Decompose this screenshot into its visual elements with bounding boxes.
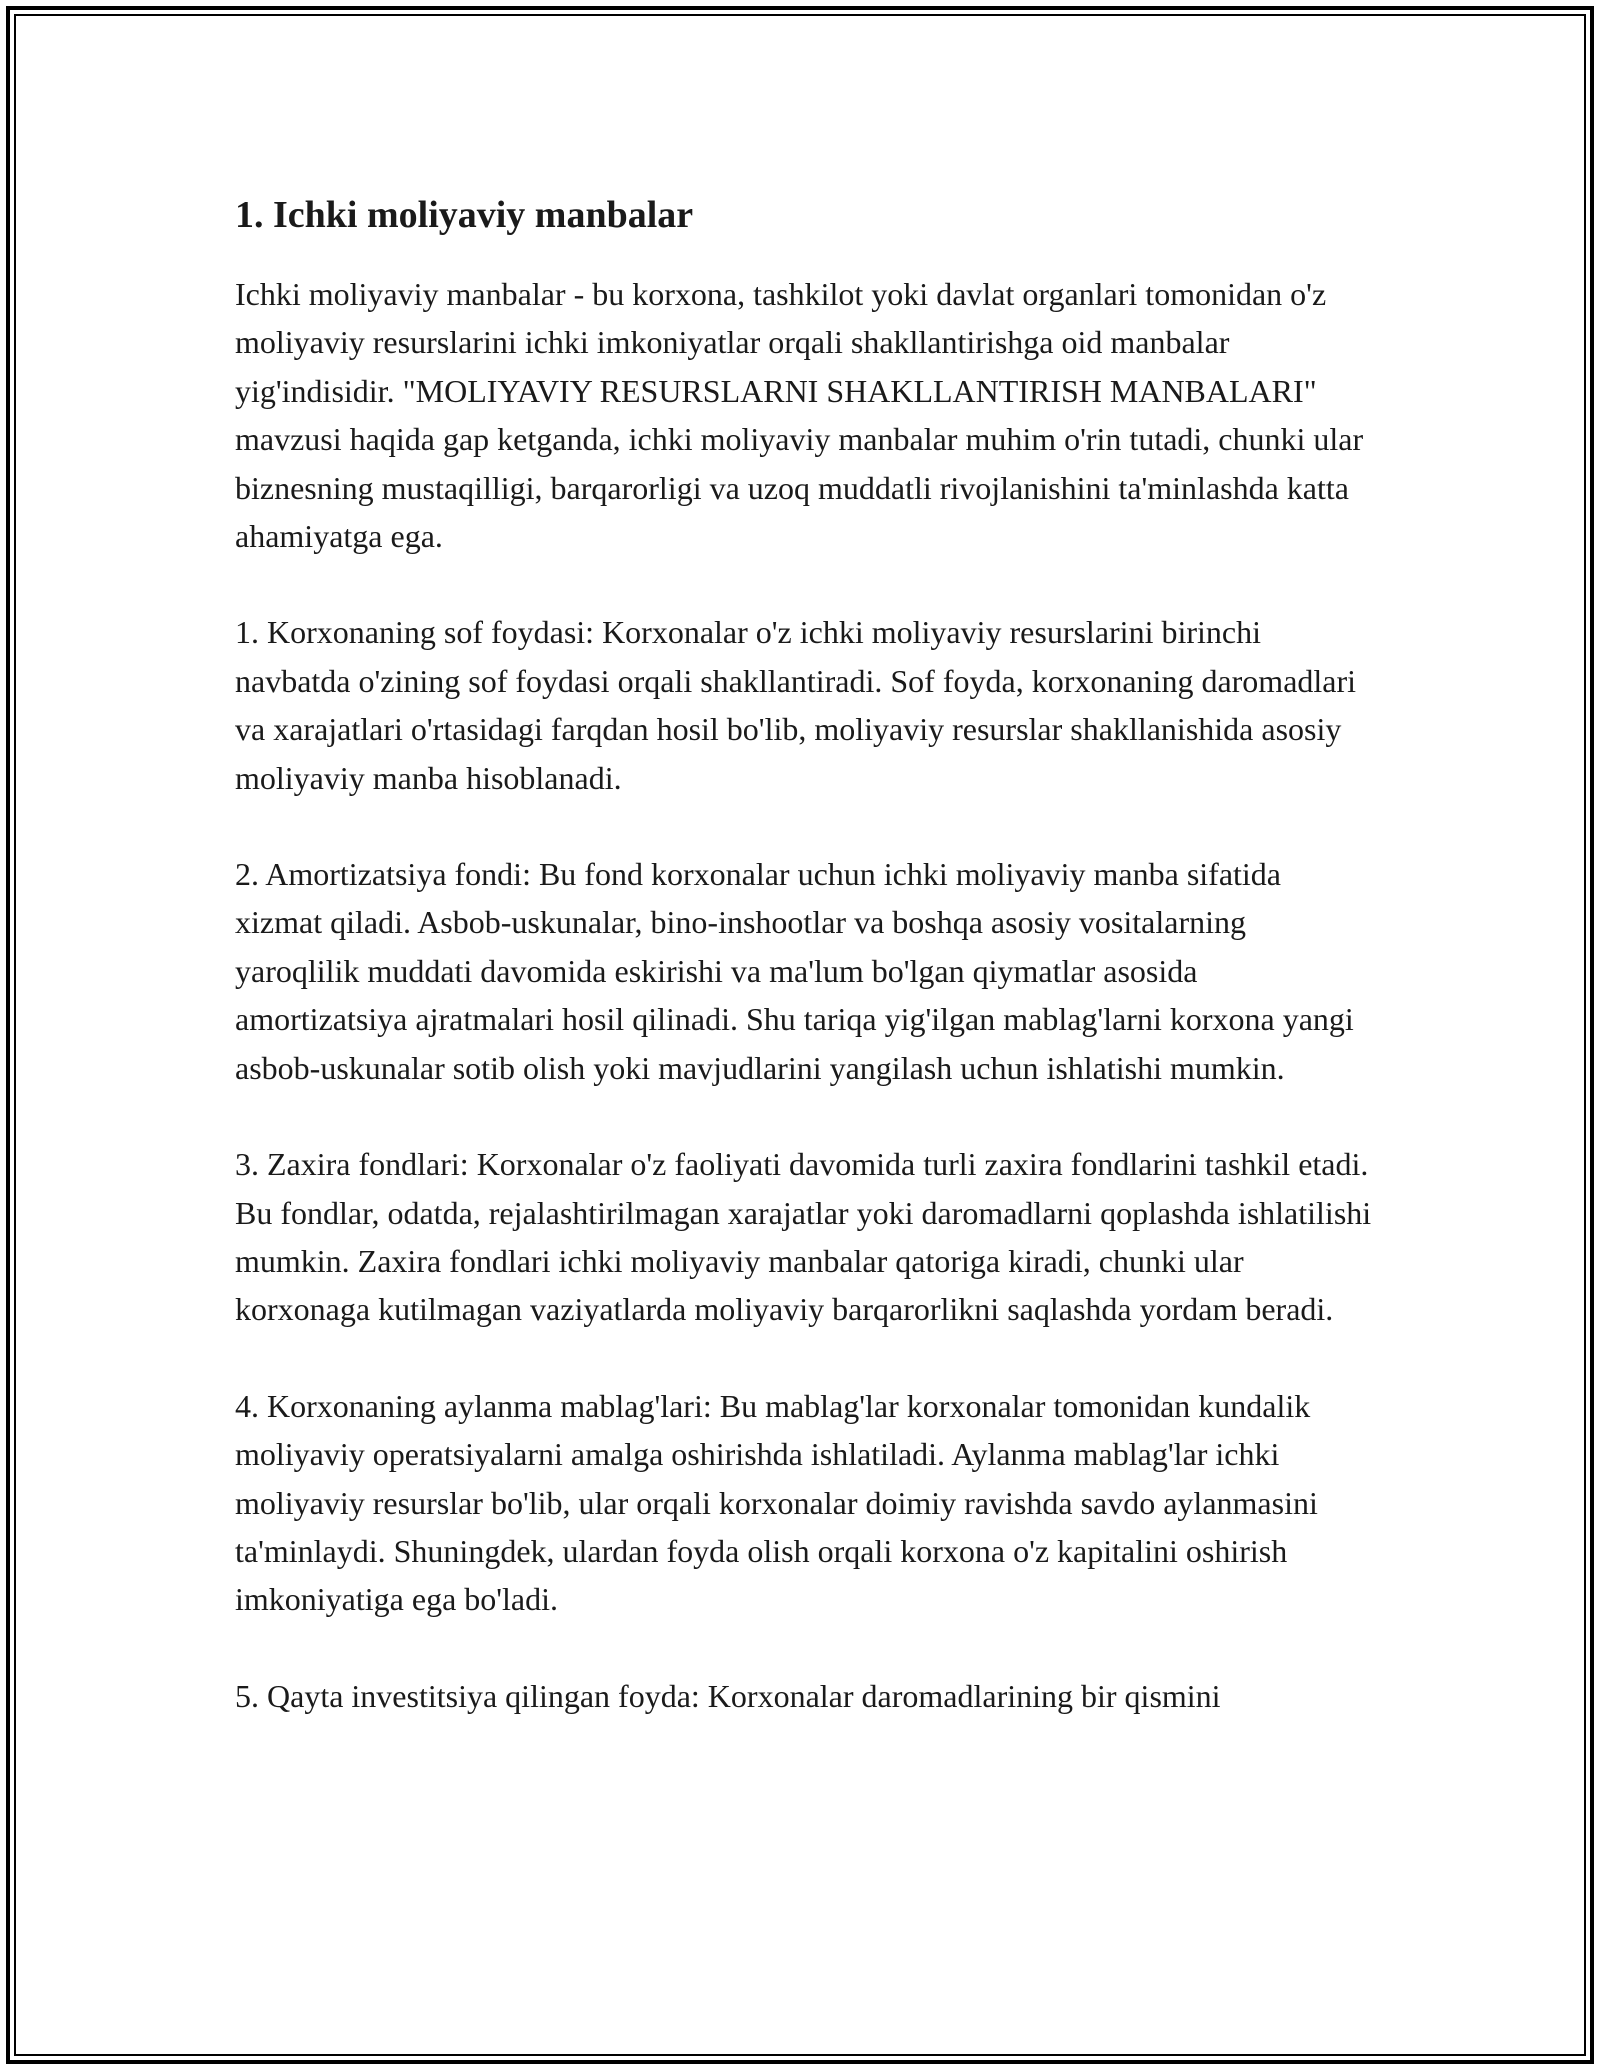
list-item-sof-foyda: 1. Korxonaning sof foydasi: Korxonalar o'z ichki moliyaviy resurslarini birinchi navbatda o'zining sof foydasi orqali shakllantiradi. Sof foyda, korxonaning daromadlari va xarajatlari o'rtasidagi farqdan hosil bo'lib, moliyaviy resurslar shakllanishida asosiy moliyaviy manba hisoblanadi. [235,614,1357,796]
intro-paragraph: Ichki moliyaviy manbalar - bu korxona, tashkilot yoki davlat organlari tomonidan o'z moliyaviy resurslarini ichki imkoniyatlar orqali shakllantirishga oid manbalar yig'indisidir. "MOLIYAVIY RESURSLARNI SHAKLLANTIRISH MANBALARI" mavzusi haqida gap ketganda, ichki moliyaviy manbalar muhim o'rin tutadi, chunki ular biznesning mustaqilligi, barqarorligi va uzoq muddatli rivojlanishini ta'minlashda katta ahamiyatga ega. [235,276,1364,555]
document-body [235,188,1375,1768]
section-heading: 1. Ichki moliyaviy manbalar [235,194,694,236]
list-item-aylanma-mablaglar: 4. Korxonaning aylanma mablag'lari: Bu mablag'lar korxonalar tomonidan kundalik moliyaviy operatsiyalarni amalga oshirishda ishlatiladi. Aylanma mablag'lar ichki moliyaviy resurslar bo'lib, ular orqali korxonalar doimiy ravishda savdo aylanmasini ta'minlaydi. Shuningdek, ulardan foyda olish orqali korxona o'z kapitalini oshirish imkoniyatiga ega bo'ladi. [235,1387,1318,1618]
list-item-zaxira-fondlari: 3. Zaxira fondlari: Korxonalar o'z faoliyati davomida turli zaxira fondlarini tashkil etadi. Bu fondlar, odatda, rejalashtirilmagan xarajatlar yoki daromadlarni qoplashda ishlatilishi mumkin. Zaxira fondlari ichki moliyaviy manbalar qatoriga kiradi, chunki ular korxonaga kutilmagan vaziyatlarda moliyaviy barqarorlikni saqlashda yordam beradi. [235,1146,1372,1328]
list-item-qayta-investitsiya: 5. Qayta investitsiya qilingan foyda: Korxonalar daromadlarining bir qismini [235,1677,1221,1714]
list-item-amortizatsiya: 2. Amortizatsiya fondi: Bu fond korxonalar uchun ichki moliyaviy manba sifatida xizmat qiladi. Asbob-uskunalar, bino-inshootlar va boshqa asosiy vositalarning yaroqlilik muddati davomida eskirishi va ma'lum bo'lgan qiymatlar asosida amortizatsiya ajratmalari hosil qilinadi. Shu tariqa yig'ilgan mablag'larni korxona yangi asbob-uskunalar sotib olish yoki mavjudlarini yangilash uchun ishlatishi mumkin. [235,856,1354,1086]
